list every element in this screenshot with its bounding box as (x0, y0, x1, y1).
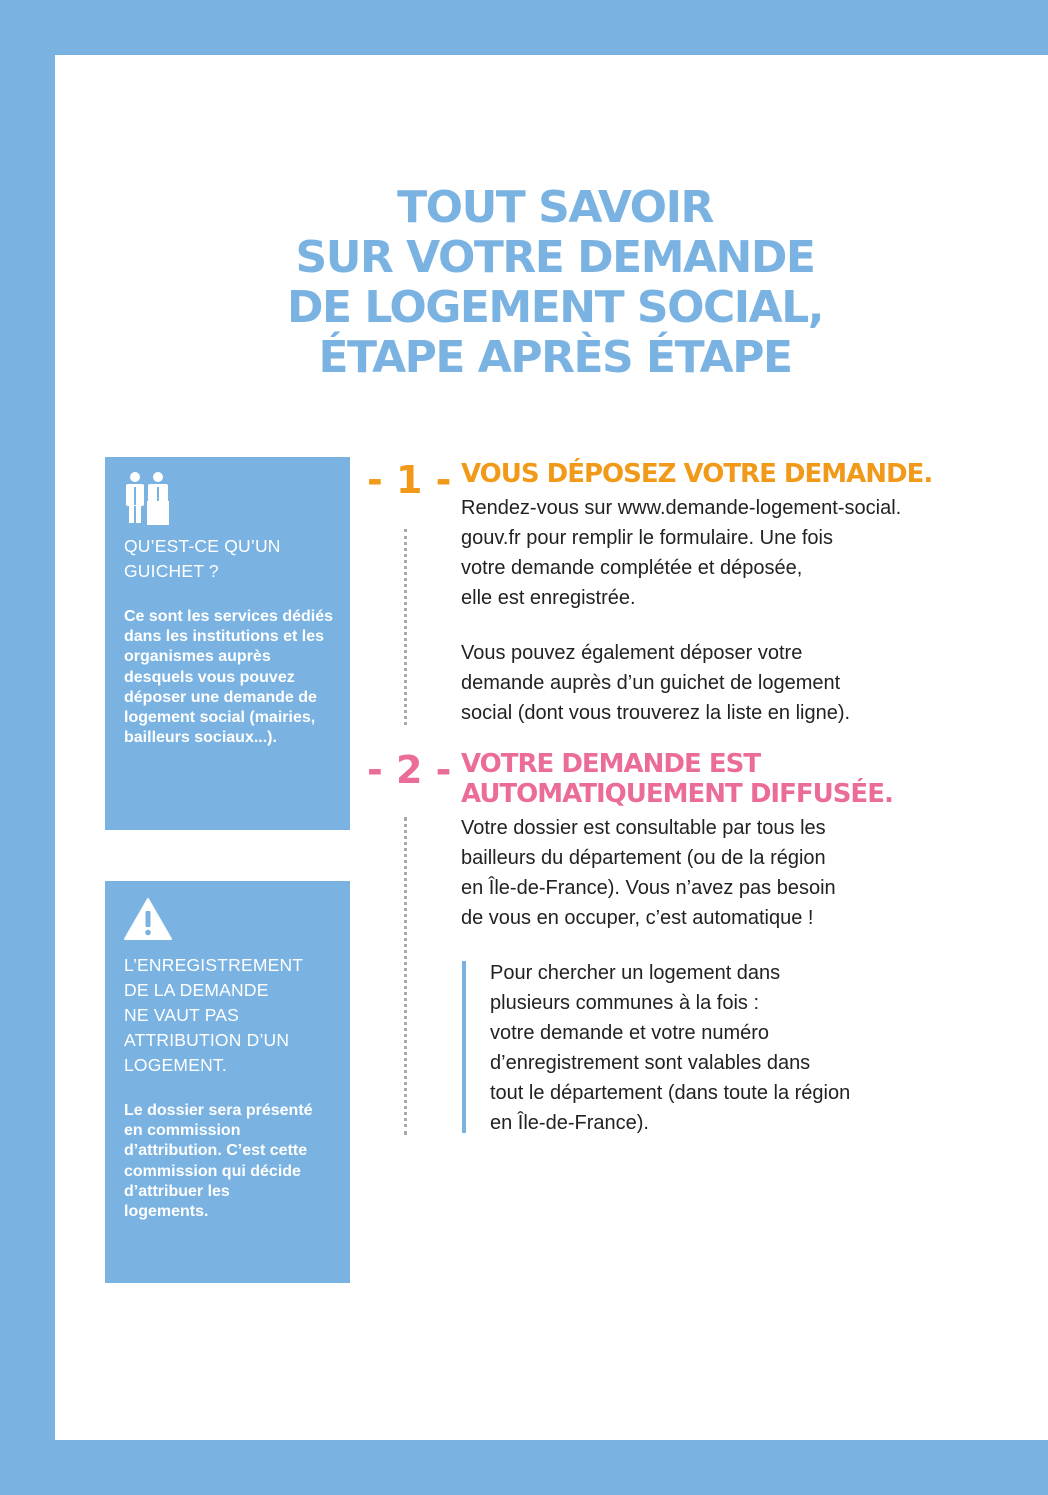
warning-heading-line-3: NE VAUT PAS (124, 1005, 240, 1025)
step-2-title (461, 749, 893, 809)
step-2-paragraph-1: Votre dossier est consultable par tous les bailleurs du département (ou de la région en Île-de-France). Vous n’avez pas besoin de vous en occuper, c’est automatique ! (461, 817, 836, 929)
step-1-dotted-line (404, 529, 407, 725)
guichet-body: Ce sont les services dédiés dans les institutions et les organismes auprès desquels vous pouvez déposer une demande de logement social (mairies, bailleurs sociaux...). (124, 608, 333, 747)
guichet-heading (124, 534, 339, 584)
warning-body: Le dossier sera présenté en commission d’attribution. C’est cette commission qui décide d’attribuer les logements. (124, 1102, 313, 1221)
step-2-title-line-2: AUTOMATIQUEMENT DIFFUSÉE. (461, 779, 893, 809)
step-2-number: - 2 - (367, 748, 452, 792)
guichet-info-box (105, 457, 350, 830)
title-line-3: DE LOGEMENT SOCIAL, (286, 282, 823, 333)
guichet-heading-line-2: GUICHET ? (124, 561, 219, 581)
warning-heading-line-4: ATTRIBUTION D’UN (124, 1030, 290, 1050)
step-2-dotted-line (404, 817, 407, 1135)
warning-info-box (105, 881, 350, 1283)
title-line-1: TOUT SAVOIR (397, 182, 713, 233)
warning-icon (123, 897, 173, 946)
warning-heading (124, 953, 339, 1078)
title-line-2: SUR VOTRE DEMANDE (295, 232, 815, 283)
note-accent-bar (462, 961, 466, 1133)
guichet-heading-line-1: QU’EST-CE QU’UN (124, 536, 281, 556)
title-line-4: ÉTAPE APRÈS ÉTAPE (318, 332, 792, 383)
warning-heading-line-5: LOGEMENT. (124, 1055, 227, 1075)
step-1-paragraph-2: Vous pouvez également déposer votre demande auprès d’un guichet de logement social (dont vous trouverez la liste en ligne). (461, 642, 851, 724)
step-2-title-line-1: VOTRE DEMANDE EST (461, 749, 761, 779)
step-1-number: - 1 - (367, 458, 452, 502)
warning-heading-line-1: L’ENREGISTREMENT (124, 955, 304, 975)
document-page (55, 55, 1048, 1440)
step-2-note: Pour chercher un logement dans plusieurs communes à la fois : votre demande et votre numéro d’enregistrement sont valables dans tout le département (dans toute la région en Île-de-France). (490, 962, 851, 1134)
warning-heading-line-2: DE LA DEMANDE (124, 980, 269, 1000)
step-1-title: VOUS DÉPOSEZ VOTRE DEMANDE. (461, 459, 933, 489)
page-title (55, 183, 1048, 383)
people-icon (123, 471, 173, 532)
step-1-paragraph-1: Rendez-vous sur www.demande-logement-social. gouv.fr pour remplir le formulaire. Une fois votre demande complétée et déposée, elle est enregistrée. (461, 497, 902, 609)
